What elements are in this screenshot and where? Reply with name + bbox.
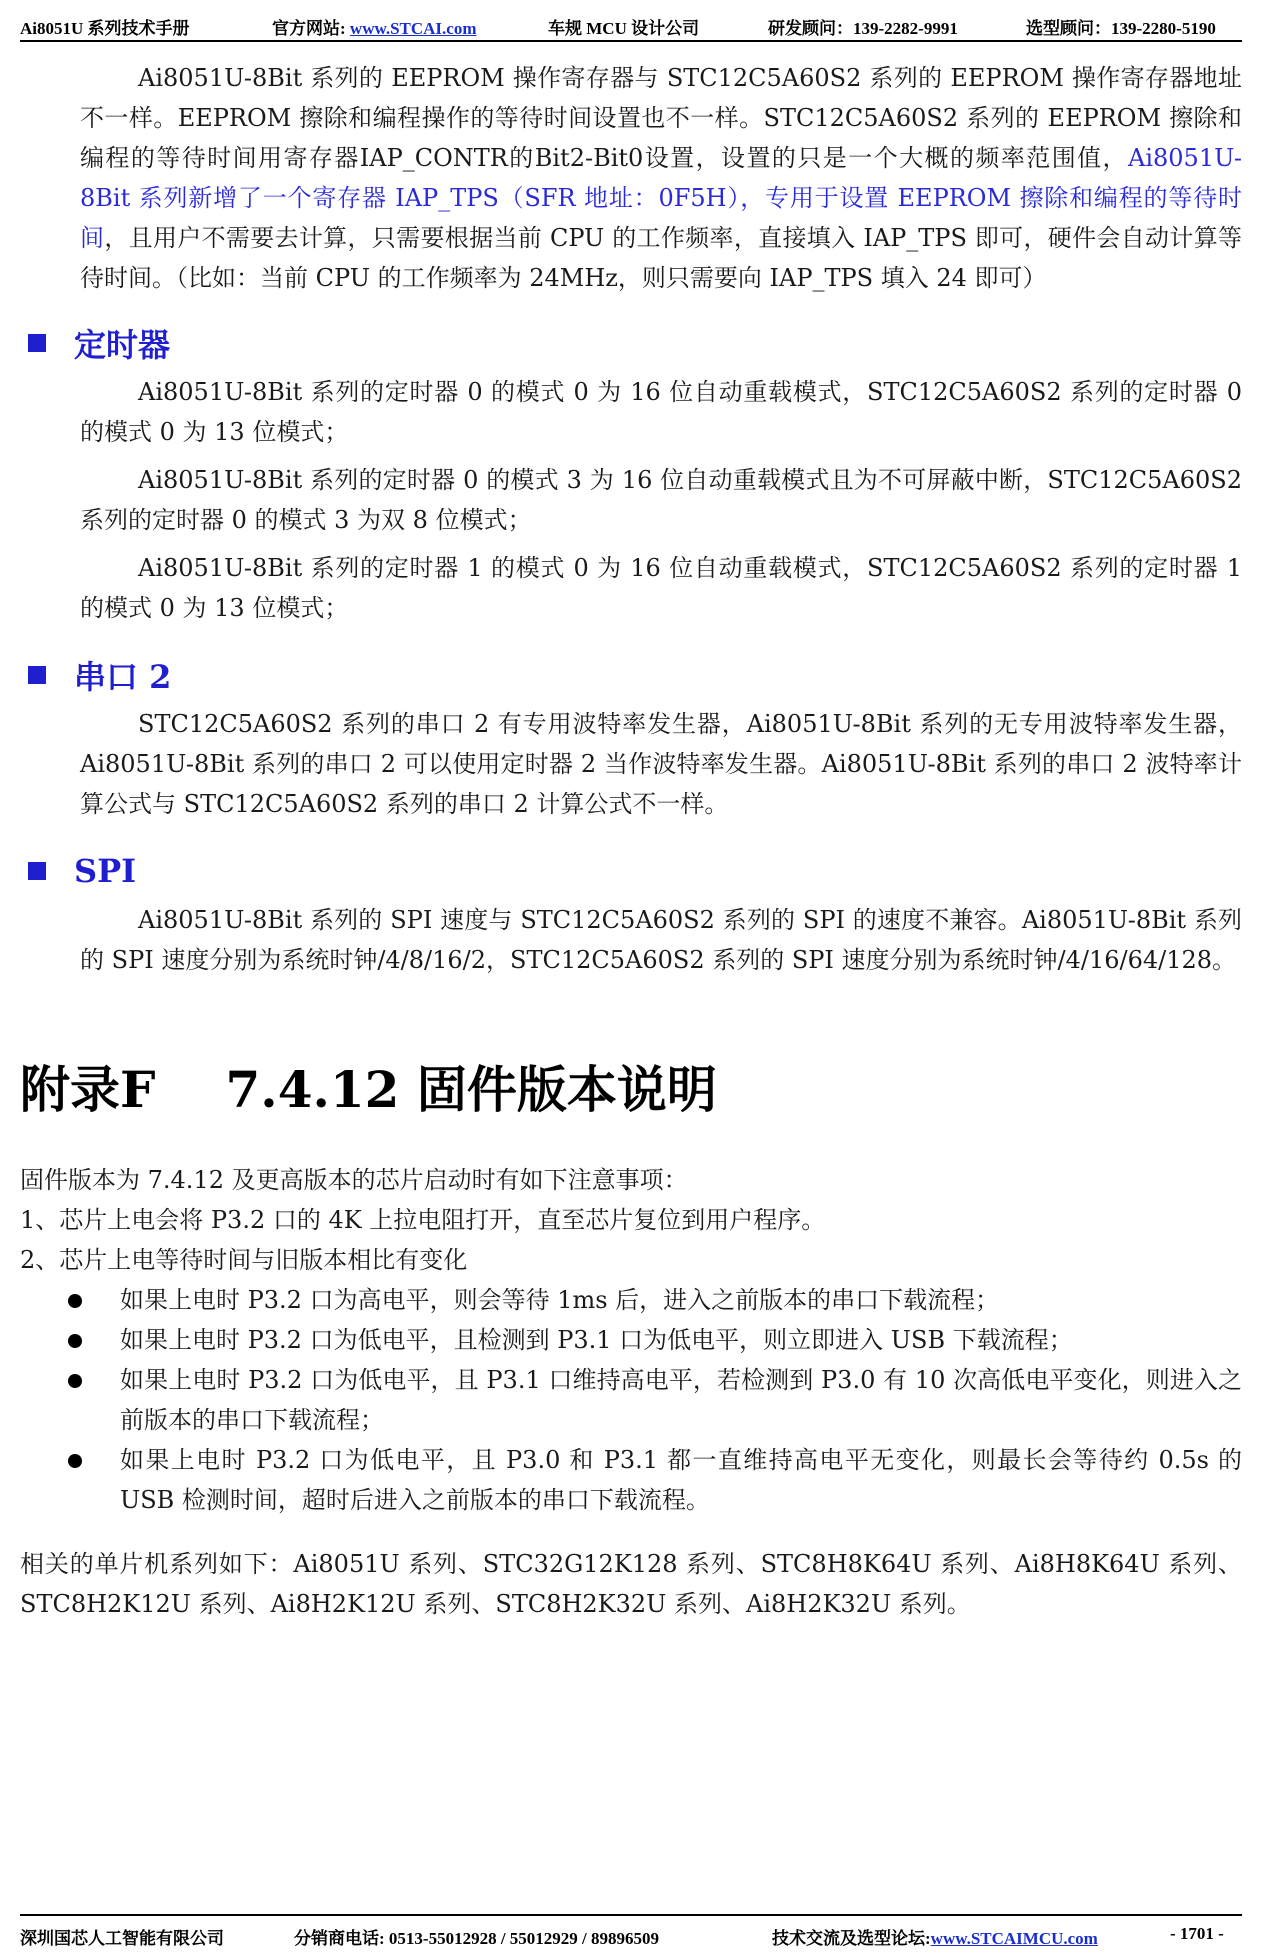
bullet-dot-icon [68, 1294, 82, 1308]
bullet-text: 如果上电时 P3.2 口为低电平，且检测到 P3.1 口为低电平，则立即进入 USB 下载流程； [120, 1326, 1073, 1354]
section-uart2-heading [20, 650, 1242, 700]
appendix-title: 7.4.12 固件版本说明 [225, 1060, 717, 1119]
square-bullet-icon [28, 862, 46, 880]
footer-forum [772, 1924, 1098, 1949]
related-series-paragraph: 相关的单片机系列如下：Ai8051U 系列、STC32G12K128 系列、STC8H8K64U 系列、Ai8H8K64U 系列、STC8H2K12U 系列、Ai8H2K12U 系列、STC8H2K32U 系列、Ai8H2K32U 系列。 [20, 1550, 1242, 1618]
spi-paragraph: Ai8051U-8Bit 系列的 SPI 速度与 STC12C5A60S2 系列的 SPI 的速度不兼容。Ai8051U-8Bit 系列的 SPI 速度分别为系统时钟/4/8/16/2，STC12C5A60S2 系列的 SPI 速度分别为系统时钟/4/16/64/128。 [80, 906, 1242, 974]
bullet-dot-icon [68, 1454, 82, 1468]
header-site-link[interactable]: www.STCAI.com [349, 19, 477, 38]
list-item [20, 1360, 1242, 1440]
appendix-item-1: 1、芯片上电会将 P3.2 口的 4K 上拉电阻打开，直至芯片复位到用户程序。 [20, 1206, 826, 1234]
footer-forum-label: 技术交流及选型论坛: [772, 1929, 931, 1948]
bullet-dot-icon [68, 1374, 82, 1388]
timer-paragraph-3: Ai8051U-8Bit 系列的定时器 1 的模式 0 为 16 位自动重载模式，STC12C5A60S2 系列的定时器 1 的模式 0 为 13 位模式； [80, 554, 1242, 622]
footer-phone: 分销商电话: 0513-55012928 / 55012929 / 89896509 [294, 1929, 660, 1948]
appendix-label: 附录F [20, 1060, 156, 1119]
page-header [20, 10, 1242, 42]
eeprom-text-a: Ai8051U-8Bit 系列的 EEPROM 操作寄存器与 STC12C5A60S2 系列的 EEPROM 操作寄存器地址不一样。EEPROM 擦除和编程操作的等待时间设置也不一样。STC12C5A60S2 系列的 EEPROM 擦除和编程的等待时间用寄存器IAP_CONTR的Bit2-Bit0设置，设置的只是一个大概的频率范围值， [80, 64, 1242, 172]
timer-paragraph-1: Ai8051U-8Bit 系列的定时器 0 的模式 0 为 16 位自动重载模式，STC12C5A60S2 系列的定时器 0 的模式 0 为 13 位模式； [80, 378, 1242, 446]
header-website [272, 14, 476, 39]
footer-forum-link[interactable]: www.STCAIMCU.com [930, 1929, 1098, 1948]
eeprom-paragraph [20, 58, 1242, 298]
square-bullet-icon [28, 666, 46, 684]
eeprom-text-highlight: Ai8051U-8Bit 系列新增了一个寄存器 IAP_TPS（SFR 地址：0F5H），专用于设置 EEPROM 擦除和编程的等待时间 [80, 144, 1242, 252]
page-content [20, 58, 1242, 1624]
section-spi-title: SPI [74, 852, 137, 890]
header-company: 车规 MCU 设计公司 [548, 19, 700, 38]
eeprom-text-b: ，且用户不需要去计算，只需要根据当前 CPU 的工作频率，直接填入 IAP_TPS 即可，硬件会自动计算等待时间。（比如：当前 CPU 的工作频率为 24MHz，则只需要向 IAP_TPS 填入 24 即可） [80, 224, 1243, 292]
list-item [20, 1320, 1242, 1360]
bullet-text: 如果上电时 P3.2 口为低电平，且 P3.0 和 P3.1 都一直维持高电平无变化，则最长会等待约 0.5s 的 USB 检测时间，超时后进入之前版本的串口下载流程。 [120, 1446, 1242, 1514]
footer-page-number: - 1701 - [1170, 1924, 1224, 1943]
list-item [20, 1440, 1242, 1520]
section-timer-title: 定时器 [74, 326, 171, 364]
appendix-heading [20, 1050, 1242, 1130]
section-spi-heading [20, 846, 1242, 896]
timer-paragraph-2: Ai8051U-8Bit 系列的定时器 0 的模式 3 为 16 位自动重载模式且为不可屏蔽中断，STC12C5A60S2 系列的定时器 0 的模式 3 为双 8 位模式； [80, 466, 1242, 534]
list-item [20, 1280, 1242, 1320]
square-bullet-icon [28, 334, 46, 352]
header-manual-title: Ai8051U 系列技术手册 [20, 19, 190, 38]
section-uart2-title: 串口 2 [74, 658, 172, 696]
page-footer [20, 1914, 1242, 1952]
footer-company: 深圳国芯人工智能有限公司 [20, 1929, 224, 1948]
header-site-label: 官方网站: [272, 19, 350, 38]
appendix-lead: 固件版本为 7.4.12 及更高版本的芯片启动时有如下注意事项： [20, 1166, 688, 1194]
section-timer-heading [20, 318, 1242, 368]
uart2-paragraph: STC12C5A60S2 系列的串口 2 有专用波特率发生器，Ai8051U-8Bit 系列的无专用波特率发生器，Ai8051U-8Bit 系列的串口 2 可以使用定时器 2 当作波特率发生器。Ai8051U-8Bit 系列的串口 2 波特率计算公式与 STC12C5A60S2 系列的串口 2 计算公式不一样。 [80, 710, 1242, 818]
appendix-item-2: 2、芯片上电等待时间与旧版本相比有变化 [20, 1246, 468, 1274]
bullet-text: 如果上电时 P3.2 口为高电平，则会等待 1ms 后，进入之前版本的串口下载流程； [120, 1286, 1000, 1314]
bullet-dot-icon [68, 1334, 82, 1348]
header-rd-contact: 研发顾问：139-2282-9991 [768, 19, 958, 38]
header-sel-contact: 选型顾问：139-2280-5190 [1026, 19, 1216, 38]
bullet-text: 如果上电时 P3.2 口为低电平，且 P3.1 口维持高电平，若检测到 P3.0 有 10 次高低电平变化，则进入之前版本的串口下载流程； [120, 1366, 1242, 1434]
